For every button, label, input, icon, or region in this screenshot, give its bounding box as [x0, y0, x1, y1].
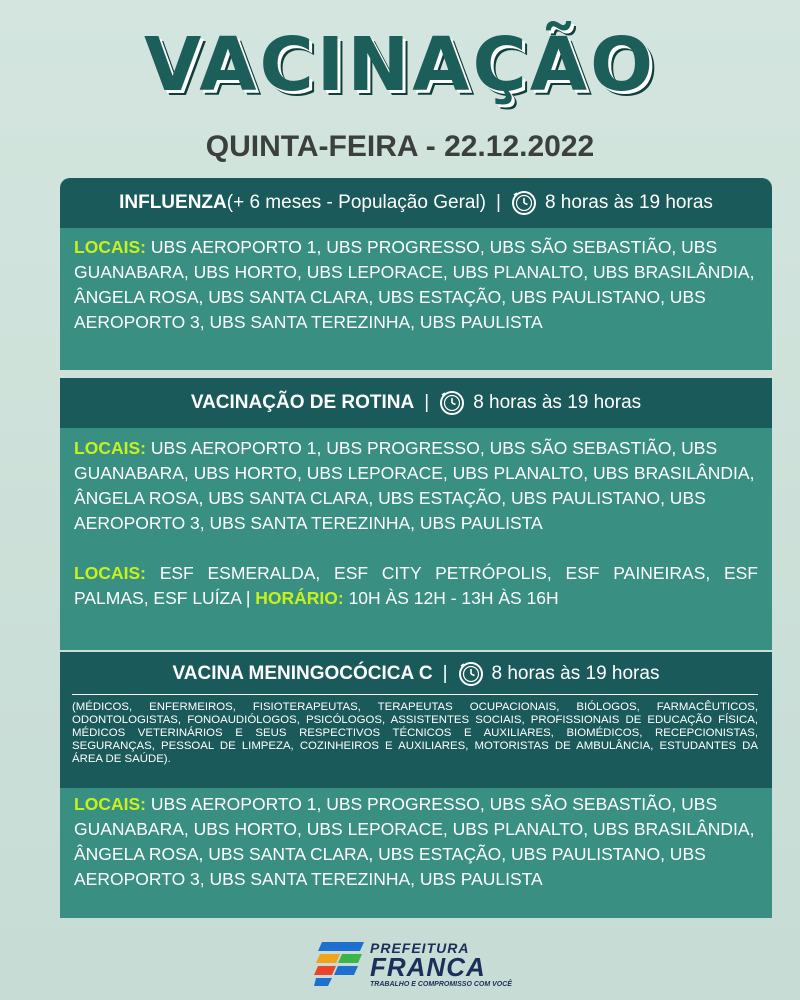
section-title: INFLUENZA	[119, 192, 227, 213]
locais-esf-label: LOCAIS:	[74, 563, 146, 583]
logo-line2: FRANCA	[370, 952, 486, 982]
date-line: QUINTA-FEIRA - 22.12.2022	[205, 130, 595, 163]
locais-list: UBS AEROPORTO 1, UBS PROGRESSO, UBS SÃO SEBASTIÃO, UBS GUANABARA, UBS HORTO, UBS LEPORACE, UBS PLANALTO, UBS BRASILÂNDIA, ÂNGELA ROSA, UBS SANTA CLARA, UBS ESTAÇÃO, UBS PAULISTANO, UBS AEROPORTO 3, UBS SANTA TEREZINHA, UBS PAULISTA	[74, 794, 755, 889]
franca-logo-mark-icon	[314, 938, 366, 988]
horario-value: 10H ÀS 12H - 13H ÀS 16H	[343, 588, 559, 608]
clock-icon	[511, 190, 537, 216]
section-header	[60, 652, 772, 694]
section-audience: (+ 6 meses - População Geral)	[226, 192, 487, 213]
clock-icon	[439, 390, 465, 416]
locais-label: LOCAIS:	[74, 794, 146, 814]
locais-list: UBS AEROPORTO 1, UBS PROGRESSO, UBS SÃO SEBASTIÃO, UBS GUANABARA, UBS HORTO, UBS LEPORACE, UBS PLANALTO, UBS BRASILÂNDIA, ÂNGELA ROSA, UBS SANTA CLARA, UBS ESTAÇÃO, UBS PAULISTANO, UBS AEROPORTO 3, UBS SANTA TEREZINHA, UBS PAULISTA	[74, 237, 755, 332]
locais-block	[74, 436, 758, 536]
section-hours: 8 horas às 19 horas	[491, 663, 660, 684]
section-title: VACINAÇÃO DE ROTINA	[190, 392, 415, 413]
section-title: VACINA MENINGOCÓCICA C	[172, 663, 433, 684]
section-locations	[60, 788, 772, 918]
audience-text: (MÉDICOS, ENFERMEIROS, FISIOTERAPEUTAS, TERAPEUTAS OCUPACIONAIS, BIÓLOGOS, FARMACÊUTICOS, ODONTOLOGISTAS, FONOAUDIÓLOGOS, PSICÓLOGOS, ASSISTENTES SOCIAIS, PROFISSIONAIS DE EDUCAÇÃO FÍSICA, MÉDICOS VETERINÁRIOS E SEUS RESPECTIVOS TÉCNICOS E AUXILIARES, BIOMÉDICOS, RECEPCIONISTAS, SEGURANÇAS, PESSOAL DE LIMPEZA, COZINHEIROS E AUXILIARES, MOTORISTAS DE AMBULÂNCIA, ESTUDANTES DA ÁREA DE SAÚDE).	[72, 701, 758, 765]
header-separator: |	[442, 663, 448, 684]
section-header	[60, 378, 772, 428]
clock-icon	[458, 661, 484, 687]
header-separator: |	[424, 392, 430, 413]
section-header	[60, 178, 772, 228]
section-locations	[60, 428, 772, 650]
section-hours: 8 horas às 19 horas	[544, 192, 713, 213]
locais-list: UBS AEROPORTO 1, UBS PROGRESSO, UBS SÃO SEBASTIÃO, UBS GUANABARA, UBS HORTO, UBS LEPORACE, UBS PLANALTO, UBS BRASILÂNDIA, ÂNGELA ROSA, UBS SANTA CLARA, UBS ESTAÇÃO, UBS PAULISTANO, UBS AEROPORTO 3, UBS SANTA TEREZINHA, UBS PAULISTA	[74, 438, 755, 533]
section-locations	[60, 228, 772, 370]
locais-label: LOCAIS:	[74, 237, 146, 257]
header-separator: |	[496, 192, 501, 213]
prefeitura-franca-logo	[314, 934, 512, 994]
section-rotina	[60, 378, 772, 650]
horario-label: HORÁRIO:	[255, 588, 344, 608]
esf-block	[74, 561, 758, 611]
page-title: VACINAÇÃO	[143, 22, 657, 108]
locais-label: LOCAIS:	[74, 438, 146, 458]
locais-esf-list: ESF ESMERALDA, ESF CITY PETRÓPOLIS, ESF PAINEIRAS, ESF PALMAS, ESF LUÍZA |	[74, 563, 758, 608]
target-audience-description	[60, 694, 772, 788]
logo-tagline: TRABALHO E COMPROMISSO COM VOCÊ	[370, 981, 512, 988]
section-hours: 8 horas às 19 horas	[473, 392, 642, 413]
divider	[72, 694, 758, 695]
section-meningococica	[60, 652, 772, 918]
logo-line1: PREFEITURA	[370, 940, 470, 956]
section-influenza	[60, 178, 772, 370]
